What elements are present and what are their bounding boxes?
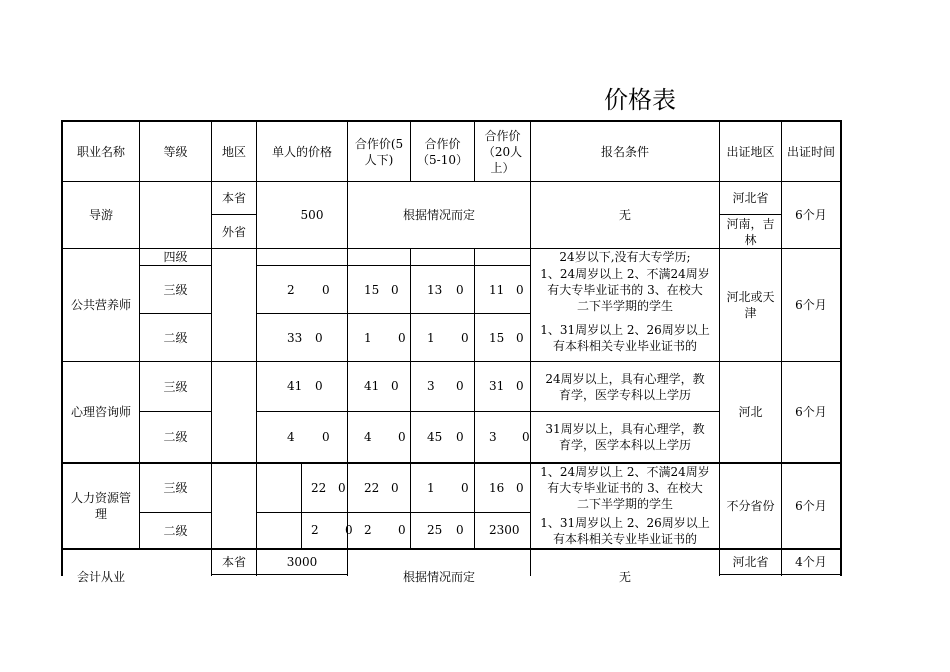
price-value-digit: 0	[398, 430, 406, 444]
price-value: 1	[427, 481, 435, 495]
price-value-digit: 0	[338, 481, 346, 495]
level-4: 四级	[163, 250, 188, 264]
region-local: 本省	[221, 191, 246, 205]
price-value: 33	[287, 331, 303, 345]
price-value: 1	[427, 331, 435, 345]
price-value: 16	[489, 481, 505, 495]
price-value-digit: 0	[391, 283, 399, 297]
header-region: 地区	[221, 144, 246, 159]
header-coop-5: 合作价(5 人下)	[354, 136, 404, 167]
price-value-digit: 0	[322, 283, 330, 297]
job-hr: 人力资源管 理	[70, 491, 131, 521]
job-accounting: 会计从业	[76, 570, 125, 584]
region-other: 外省	[221, 224, 246, 239]
nutritionist-cert-region: 河北或天 津	[726, 290, 775, 320]
header-cert-region: 出证地区	[726, 144, 775, 159]
tour-guide-cert-time: 6个月	[795, 208, 827, 222]
price-value: 1	[364, 331, 372, 345]
header-job: 职业名称	[76, 144, 125, 159]
price-value-digit: 0	[345, 523, 353, 537]
price-value-digit: 0	[456, 379, 464, 393]
price-value: 2	[364, 523, 372, 537]
job-tour-guide: 导游	[88, 208, 113, 222]
price-value: 25	[427, 523, 443, 537]
price-value-digit: 0	[315, 379, 323, 393]
price-value: 3	[427, 379, 435, 393]
price-value: 13	[427, 283, 443, 297]
level-3: 三级	[163, 282, 188, 297]
price-value-digit: 0	[456, 430, 464, 444]
header-level: 等级	[163, 144, 188, 159]
price-value-digit: 0	[398, 331, 406, 345]
price-value: 11	[489, 283, 505, 297]
nutritionist-level4-req: 24岁以下,没有大专学历;	[559, 250, 691, 264]
hr-cert-region: 不分省份	[726, 499, 775, 513]
price-value-digit: 0	[322, 430, 330, 444]
price-value-digit: 0	[516, 379, 524, 393]
price-value-digit: 0	[456, 523, 464, 537]
hr-level2-req: 1、31周岁以上 2、26周岁以上 有本科相关专业毕业证书的	[540, 515, 710, 546]
nutritionist-cert-time: 6个月	[795, 298, 827, 312]
price-value: 22	[311, 481, 327, 495]
level-2: 二级	[163, 430, 188, 444]
header-requirements: 报名条件	[600, 144, 649, 159]
tour-guide-cert-other: 河南，吉 林	[726, 216, 775, 247]
hr-level3-req: 1、24周岁以上 2、不满24周岁 有大专毕业证书的 3、在校大 二下半学期的学生	[540, 465, 710, 511]
nutritionist-level2-req: 1、31周岁以上 2、26周岁以上 有本科相关专业毕业证书的	[540, 322, 710, 353]
job-nutritionist: 公共营养师	[70, 298, 131, 312]
price-value: 2	[311, 523, 319, 537]
price-value: 41	[364, 379, 380, 393]
level-2: 二级	[163, 330, 188, 345]
header-coop-20: 合作价 （20人 上）	[482, 128, 523, 175]
price-value-digit: 0	[461, 331, 469, 345]
counselor-level3-req: 24周岁以上，具有心理学，教 育学，医学专科以上学历	[545, 371, 705, 402]
price-value-digit: 0	[522, 430, 530, 444]
accounting-cert-region: 河北省	[732, 555, 769, 569]
counselor-cert-time: 6个月	[795, 405, 827, 419]
accounting-cert-time: 4个月	[795, 555, 827, 569]
price-value: 31	[489, 379, 505, 393]
price-value-digit: 0	[456, 283, 464, 297]
tour-guide-requirements: 无	[618, 208, 631, 222]
price-value: 2	[287, 283, 295, 297]
price-value: 41	[287, 379, 303, 393]
page-title: 价格表	[604, 86, 676, 114]
accounting-price: 3000	[286, 555, 318, 569]
counselor-level2-req: 31周岁以上，具有心理学，教 育学，医学本科以上学历	[545, 422, 705, 452]
price-value-digit: 0	[398, 523, 406, 537]
header-single-price: 单人的价格	[271, 144, 332, 159]
job-counselor: 心理咨询师	[70, 405, 131, 419]
level-2: 二级	[163, 523, 188, 538]
price-value: 4	[287, 430, 295, 444]
nutritionist-level3-req: 1、24周岁以上 2、不满24周岁 有大专毕业证书的 3、在校大 二下半学期的学生	[540, 266, 710, 313]
price-value-digit: 0	[391, 379, 399, 393]
tour-guide-cert-local: 河北省	[732, 191, 769, 205]
counselor-cert-region: 河北	[738, 405, 763, 419]
tour-guide-coop: 根据情况而定	[402, 208, 475, 222]
price-value: 45	[427, 430, 443, 444]
header-cert-time: 出证时间	[786, 144, 835, 159]
price-value-digit: 0	[516, 331, 524, 345]
price-value: 15	[364, 283, 380, 297]
accounting-requirements: 无	[618, 570, 631, 584]
region-local: 本省	[221, 555, 246, 569]
header-coop-5-10: 合作价 （5-10）	[417, 136, 468, 167]
price-value-digit: 0	[461, 481, 469, 495]
level-3: 三级	[163, 481, 188, 495]
hr-cert-time: 6个月	[795, 499, 827, 513]
price-value: 22	[364, 481, 380, 495]
price-value-digit: 0	[391, 481, 399, 495]
price-value-digit: 0	[315, 331, 323, 345]
tour-guide-price: 500	[300, 208, 324, 222]
price-value: 3	[489, 430, 497, 444]
accounting-coop: 根据情况而定	[402, 570, 475, 584]
price-value: 2300	[489, 523, 520, 537]
price-value: 4	[364, 430, 372, 444]
level-3: 三级	[163, 379, 188, 394]
price-value-digit: 0	[516, 283, 524, 297]
price-value: 15	[489, 331, 505, 345]
price-value-digit: 0	[516, 481, 524, 495]
